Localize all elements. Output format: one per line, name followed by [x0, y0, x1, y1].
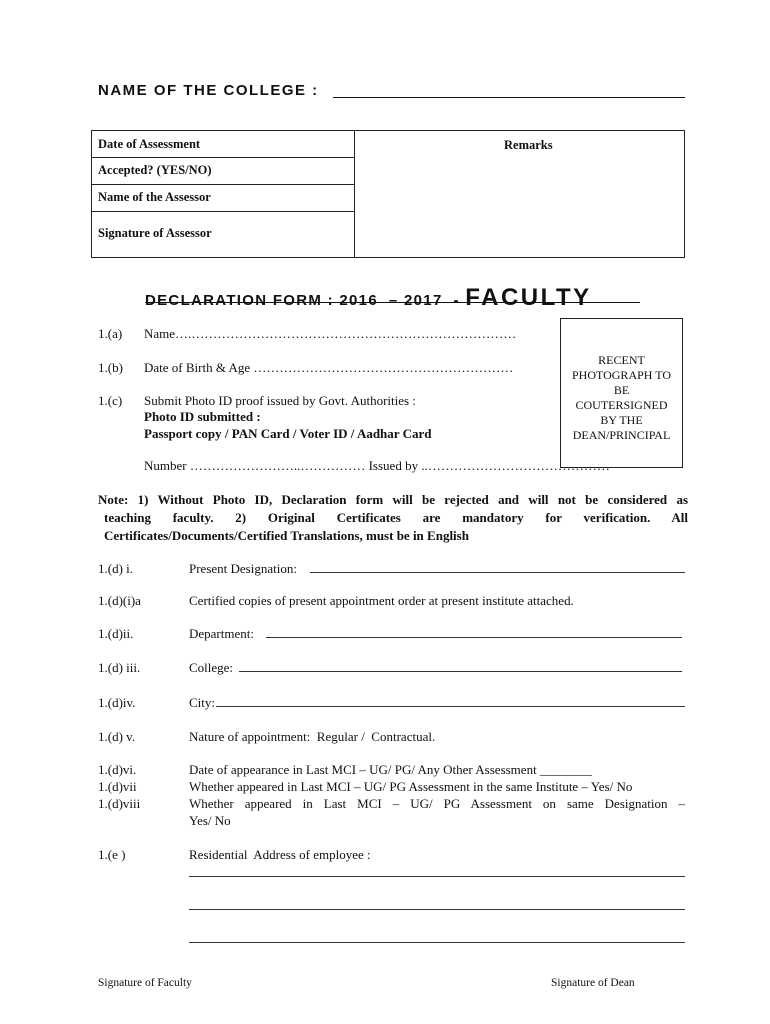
- department-field[interactable]: [266, 637, 682, 638]
- college-name-field[interactable]: [333, 97, 685, 98]
- item-number: 1.(d)iv.: [98, 695, 136, 710]
- address-field-line[interactable]: [189, 876, 685, 877]
- dean-signature-label: Signature of Dean: [551, 977, 635, 989]
- college-field[interactable]: [239, 671, 682, 672]
- item-number: 1.(d)vii: [98, 779, 137, 794]
- item-number: 1.(b): [98, 360, 123, 375]
- appointment-order-statement: Certified copies of present appointment order at present institute attached.: [189, 593, 574, 608]
- department-label: Department:: [189, 626, 254, 641]
- table-divider: [92, 184, 354, 185]
- present-designation-field[interactable]: [310, 572, 685, 573]
- residential-address-label: Residential Address of employee :: [189, 847, 371, 862]
- remarks-header: Remarks: [504, 138, 553, 152]
- photo-box-line: BY THE: [600, 413, 643, 427]
- faculty-signature-label: Signature of Faculty: [98, 977, 192, 989]
- address-field-line[interactable]: [189, 909, 685, 910]
- note-line: Note: 1) Without Photo ID, Declaration form will be rejected and will not be considered as: [98, 492, 688, 507]
- table-divider: [92, 211, 354, 212]
- photo-box: [560, 318, 683, 468]
- college-label: College:: [189, 660, 234, 675]
- city-label: City:: [189, 695, 216, 710]
- item-number: 1.(c): [98, 393, 123, 408]
- address-field-line[interactable]: [189, 942, 685, 943]
- table-row-date-of-assessment: Date of Assessment: [98, 137, 201, 151]
- dob-age-field[interactable]: Date of Birth & Age ……………………………………………………: [144, 360, 514, 375]
- photo-id-instruction: Submit Photo ID proof issued by Govt. Authorities :: [144, 393, 416, 408]
- item-number: 1.(d) i.: [98, 561, 134, 576]
- present-designation-label: Present Designation:: [189, 561, 297, 576]
- item-number: 1.(d)vi.: [98, 762, 137, 777]
- item-number: 1.(d)ii.: [98, 626, 134, 641]
- nature-of-appointment: Nature of appointment: Regular / Contractual.: [189, 729, 436, 744]
- title-underline: [145, 302, 640, 303]
- photo-box-line: RECENT: [598, 353, 645, 367]
- table-row-assessor-signature: Signature of Assessor: [98, 226, 212, 240]
- same-institute-question: Whether appeared in Last MCI – UG/ PG Assessment in the same Institute – Yes/ No: [189, 779, 633, 794]
- declaration-title-prefix: DECLARATION FORM : 2016 – 2017 -: [145, 292, 466, 309]
- city-field[interactable]: [216, 706, 685, 707]
- item-number: 1.(d)viii: [98, 796, 141, 811]
- declaration-title: [145, 284, 592, 312]
- table-row-accepted: Accepted? (YES/NO): [98, 163, 212, 177]
- note-paragraph: [98, 491, 688, 545]
- photo-box-line: BE: [613, 383, 630, 397]
- item-number: 1.(d) iii.: [98, 660, 141, 675]
- note-line: teaching faculty. 2) Original Certificates are mandatory for verification. All: [104, 510, 688, 525]
- photo-box-line: PHOTOGRAPH TO: [571, 368, 672, 382]
- declaration-title-faculty: FACULTY: [465, 284, 592, 311]
- item-number: 1.(d)(i)a: [98, 593, 141, 608]
- item-number: 1.(e ): [98, 847, 126, 862]
- table-divider: [92, 157, 354, 158]
- item-number: 1.(d) v.: [98, 729, 136, 744]
- photo-box-line: COUTERSIGNED: [575, 398, 668, 412]
- last-assessment-date: Date of appearance in Last MCI – UG/ PG/ Any Other Assessment ________: [189, 762, 592, 777]
- note-line: Certificates/Documents/Certified Translations, must be in English: [104, 528, 469, 543]
- college-name-label: NAME OF THE COLLEGE :: [98, 82, 319, 99]
- same-designation-answer: Yes/ No: [189, 813, 231, 828]
- name-field[interactable]: Name….…………………………………………………………………: [144, 326, 517, 341]
- photo-id-submitted-label: Photo ID submitted :: [144, 409, 261, 424]
- item-number: 1.(a): [98, 326, 123, 341]
- table-divider: [354, 131, 355, 257]
- assessment-table: [91, 130, 685, 258]
- same-designation-question: Whether appeared in Last MCI – UG/ PG Assessment on same Designation –: [189, 796, 685, 811]
- photo-id-types: Passport copy / PAN Card / Voter ID / Aadhar Card: [144, 426, 432, 441]
- id-number-issued-by-field[interactable]: Number ……………………..…………… Issued by ..……………………………………: [144, 458, 610, 473]
- table-row-assessor-name: Name of the Assessor: [98, 190, 211, 204]
- photo-box-line: DEAN/PRINCIPAL: [572, 428, 671, 442]
